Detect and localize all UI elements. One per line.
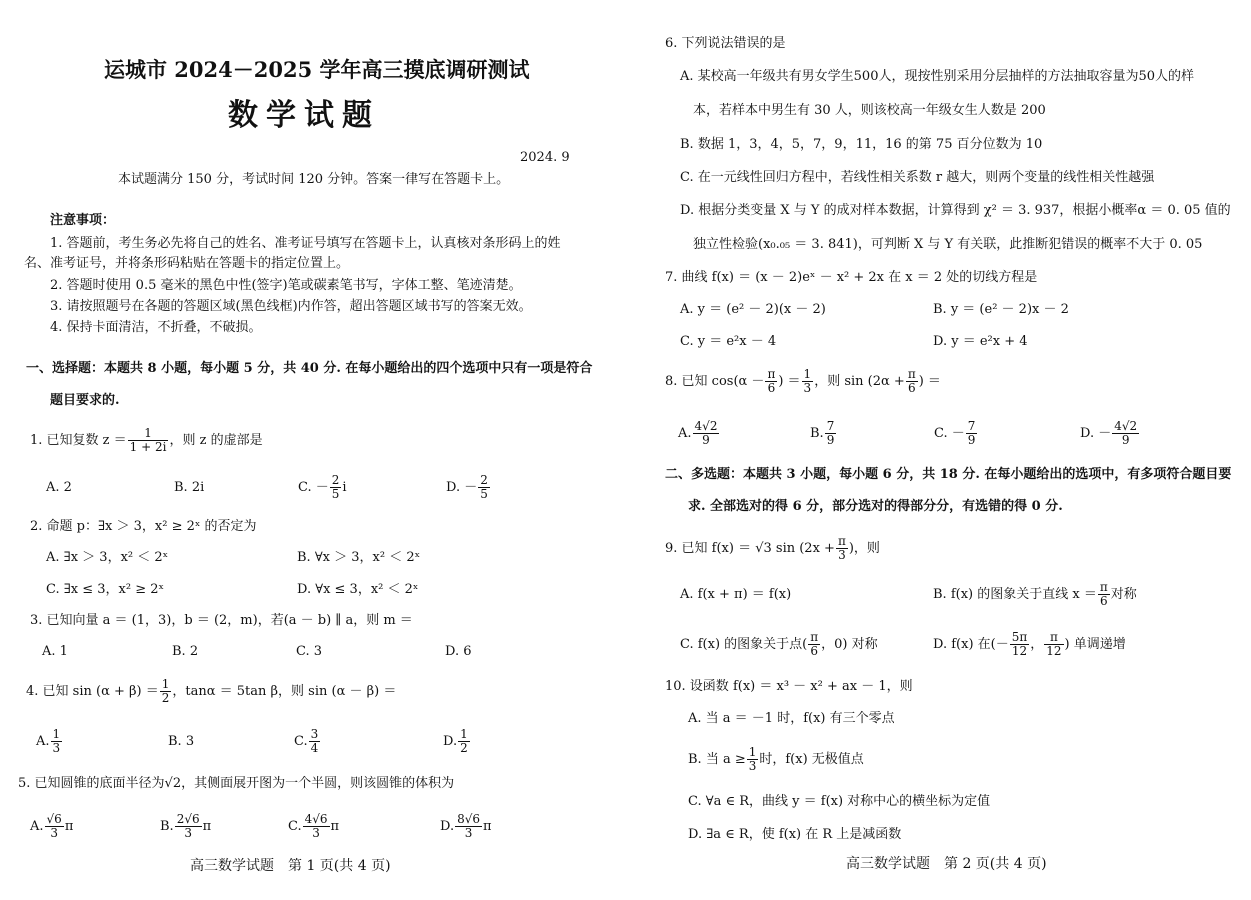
q1-option-b: B. 2i xyxy=(174,480,205,495)
notice-item-3: 3. 请按照题号在各题的答题区域(黑色线框)内作答，超出答题区域书写的答案无效。 xyxy=(50,299,532,314)
q8-option-b: B. $\frac{7}{9}$ xyxy=(810,419,835,447)
q5-option-c: C. $\frac{4√6}{3}$ π xyxy=(288,812,340,840)
page-1-footer: 高三数学试题 第 1 页(共 4 页) xyxy=(190,858,391,874)
section2-heading: 二、多选题：本题共 3 小题，每小题 6 分，共 18 分. 在每小题给出的选项中，有多项符合题目要 xyxy=(665,467,1232,482)
question-4-stem: 4. 已知 sin (α + β) ＝ $\frac{1}{2}$ ，tanα ＝ 5tan β，则 sin (α － β) ＝ xyxy=(26,677,397,705)
q9-option-a: A. f(x + π) ＝ f(x) xyxy=(680,587,792,602)
q3-option-a: A. 1 xyxy=(42,644,68,659)
section2-heading-cont: 求. 全部选对的得 6 分，部分选对的得部分分，有选错的得 0 分. xyxy=(688,499,1063,514)
fraction: $\frac{1}{1 + 2i}$ xyxy=(129,426,167,454)
question-9-stem: 9. 已知 f(x) ＝ √3 sin (2x + $\frac{\pi}{3}$ )，则 xyxy=(665,534,880,562)
q4-option-d: D. $\frac{1}{2}$ xyxy=(443,727,468,755)
section1-heading-cont: 题目要求的. xyxy=(50,393,120,408)
notice-item-2: 2. 答题时使用 0.5 毫米的黑色中性(签字)笔或碳素笔书写，字体工整、笔迹清楚。 xyxy=(50,278,522,293)
q10-option-c: C. ∀a ∈ R，曲线 y ＝ f(x) 对称中心的横坐标为定值 xyxy=(688,794,991,809)
notice-item-1b: 名、准考证号，并将条形码粘贴在答题卡的指定位置上。 xyxy=(24,256,350,271)
q1-option-a: A. 2 xyxy=(46,480,72,495)
q3-option-b: B. 2 xyxy=(172,644,199,659)
q2-option-d: D. ∀x ≤ 3，x² ＜ 2ˣ xyxy=(297,582,419,597)
q5-option-a: A. $\frac{√6}{3}$ π xyxy=(30,812,74,840)
q6-option-d-line1: D. 根据分类变量 X 与 Y 的成对样本数据，计算得到 χ² ＝ 3. 937，根据小概率α ＝ 0. 05 值的 xyxy=(680,203,1231,218)
q6-option-b: B. 数据 1，3，4，5，7，9，11，16 的第 75 百分位数为 10 xyxy=(680,137,1043,152)
q6-option-d-line2: 独立性检验(x₀.₀₅ ＝ 3. 841)，可判断 X 与 Y 有关联，此推断犯错误的概率不大于 0. 05 xyxy=(693,237,1203,252)
question-8-stem: 8. 已知 cos(α － $\frac{\pi}{6}$ ) ＝ $\frac{1}{3}$ ，则 sin (2α + $\frac{\pi}{6}$ ) ＝ xyxy=(665,367,941,395)
q9-option-b: B. f(x) 的图象关于直线 x ＝ $\frac{\pi}{6}$ 对称 xyxy=(933,580,1137,608)
exam-intro: 本试题满分 150 分，考试时间 120 分钟。答案一律写在答题卡上。 xyxy=(118,172,510,187)
question-2-stem: 2. 命题 p：∃x ＞ 3，x² ≥ 2ˣ 的否定为 xyxy=(30,519,257,534)
page-2-footer: 高三数学试题 第 2 页(共 4 页) xyxy=(846,856,1047,872)
q8-option-a: A. $\frac{4√2}{9}$ xyxy=(678,419,718,447)
exam-subtitle: 数学试题 xyxy=(228,98,380,133)
q8-option-d: D. － $\frac{4√2}{9}$ xyxy=(1080,419,1138,447)
notice-heading: 注意事项： xyxy=(50,213,116,228)
q2-option-c: C. ∃x ≤ 3，x² ≥ 2ˣ xyxy=(46,582,165,597)
exam-title: 运城市 2024－2025 学年高三摸底调研测试 xyxy=(104,57,530,82)
q10-option-d: D. ∃a ∈ R，使 f(x) 在 R 上是减函数 xyxy=(688,827,902,842)
q8-option-c: C. － $\frac{7}{9}$ xyxy=(934,419,976,447)
q5-option-d: D. $\frac{8√6}{3}$ π xyxy=(440,812,492,840)
exam-date: 2024. 9 xyxy=(520,150,570,165)
q6-option-c: C. 在一元线性回归方程中，若线性相关系数 r 越大，则两个变量的线性相关性越强 xyxy=(680,170,1155,185)
q7-option-b: B. y ＝ (e² － 2)x － 2 xyxy=(933,302,1069,317)
question-1-stem: 1. 已知复数 z ＝ $\frac{1}{1 + 2i}$ ，则 z 的虚部是 xyxy=(30,426,263,454)
q10-option-a: A. 当 a ＝ －1 时，f(x) 有三个零点 xyxy=(688,711,895,726)
question-3-stem: 3. 已知向量 a ＝ (1，3)，b ＝ (2，m)，若(a － b) ∥ a，则 m ＝ xyxy=(30,613,413,628)
q2-option-a: A. ∃x ＞ 3，x² ＜ 2ˣ xyxy=(46,550,169,565)
q1-option-c: C. － $\frac{2}{5}$ i xyxy=(298,473,347,501)
q4-option-b: B. 3 xyxy=(168,734,195,749)
q7-option-a: A. y ＝ (e² － 2)(x － 2) xyxy=(680,302,826,317)
q5-option-b: B. $\frac{2√6}{3}$ π xyxy=(160,812,212,840)
q6-option-a-line1: A. 某校高一年级共有男女学生500人，现按性别采用分层抽样的方法抽取容量为50人的样 xyxy=(680,69,1195,84)
question-7-stem: 7. 曲线 f(x) ＝ (x － 2)eˣ － x² + 2x 在 x ＝ 2 处的切线方程是 xyxy=(665,270,1038,285)
q1-option-d: D. － $\frac{2}{5}$ xyxy=(446,473,488,501)
q4-option-c: C. $\frac{3}{4}$ xyxy=(294,727,319,755)
q4-option-a: A. $\frac{1}{3}$ xyxy=(36,727,61,755)
q7-option-d: D. y ＝ e²x + 4 xyxy=(933,334,1028,349)
q6-option-a-line2: 本，若样本中男生有 30 人，则该校高一年级女生人数是 200 xyxy=(693,103,1046,118)
q3-option-c: C. 3 xyxy=(296,644,323,659)
question-6-stem: 6. 下列说法错误的是 xyxy=(665,36,786,51)
q2-option-b: B. ∀x ＞ 3，x² ＜ 2ˣ xyxy=(297,550,421,565)
q3-option-d: D. 6 xyxy=(445,644,472,659)
q10-option-b: B. 当 a ≥ $\frac{1}{3}$ 时，f(x) 无极值点 xyxy=(688,745,864,773)
q9-option-c: C. f(x) 的图象关于点( $\frac{\pi}{6}$ ，0) 对称 xyxy=(680,630,878,658)
section1-heading: 一、选择题：本题共 8 小题，每小题 5 分，共 40 分. 在每小题给出的四个选项中只有一项是符合 xyxy=(26,361,593,376)
q7-option-c: C. y ＝ e²x － 4 xyxy=(680,334,777,349)
question-5-stem: 5. 已知圆锥的底面半径为√2，其侧面展开图为一个半圆，则该圆锥的体积为 xyxy=(18,776,455,791)
q9-option-d: D. f(x) 在(－ $\frac{5\pi}{12}$ ， $\frac{\pi}{12}$ ) 单调递增 xyxy=(933,630,1126,658)
notice-item-1a: 1. 答题前，考生务必先将自己的姓名、准考证号填写在答题卡上，认真核对条形码上的姓 xyxy=(50,236,561,251)
notice-item-4: 4. 保持卡面清洁，不折叠，不破损。 xyxy=(50,320,262,335)
question-10-stem: 10. 设函数 f(x) ＝ x³ － x² + ax － 1，则 xyxy=(665,679,913,694)
